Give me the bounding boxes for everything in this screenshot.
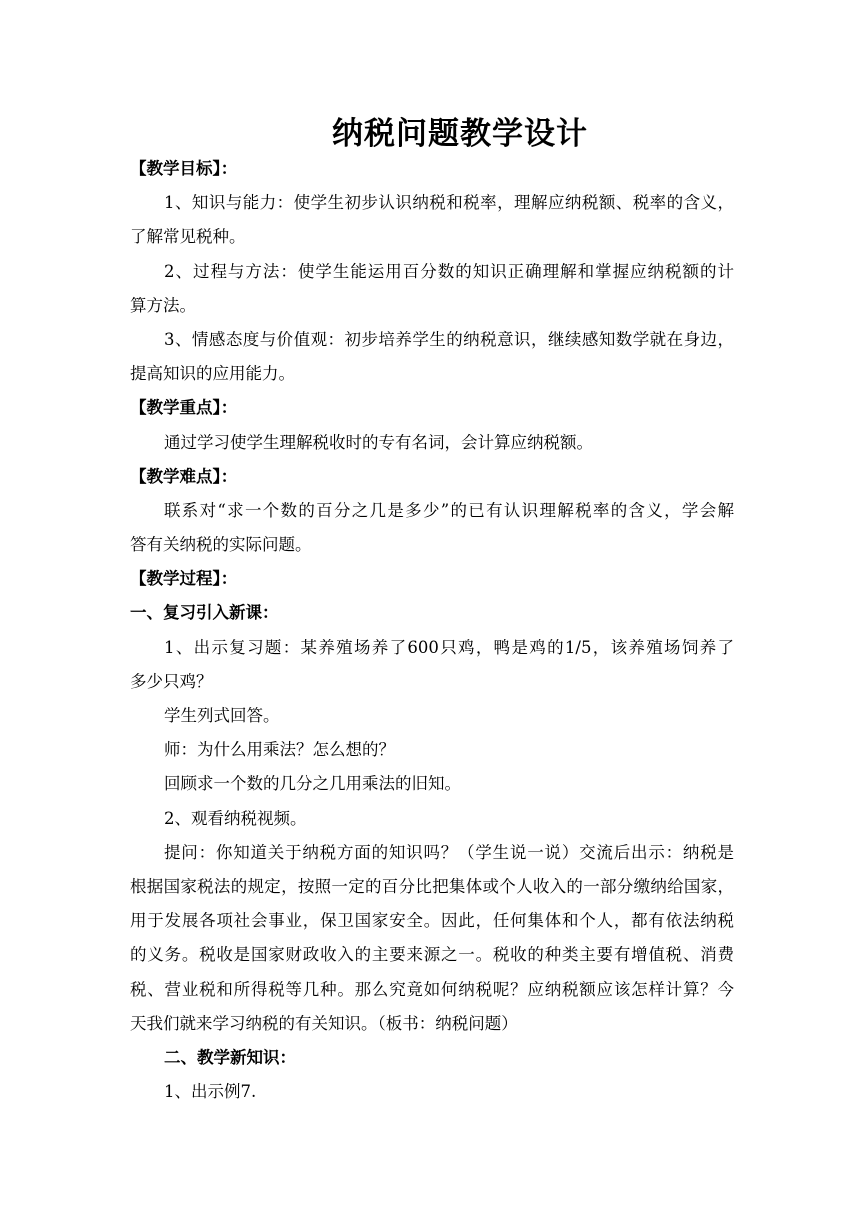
section-heading: 【教学重点】： <box>130 398 238 418</box>
paragraph-line: 提问：你知道关于纳税方面的知识吗？（学生说一说）交流后出示：纳税是 <box>164 842 734 862</box>
paragraph-line: 2、观看纳税视频。 <box>164 808 307 828</box>
paragraph-line: 用于发展各项社会事业，保卫国家安全。因此，任何集体和个人，都有依法纳税 <box>130 911 734 931</box>
section-heading: 【教学过程】： <box>130 569 238 589</box>
paragraph-line: 多少只鸡？ <box>130 671 213 691</box>
section-heading: 一、复习引入新课： <box>130 603 279 623</box>
paragraph-line: 的义务。税收是国家财政收入的主要来源之一。税收的种类主要有增值税、消费 <box>130 945 734 965</box>
paragraph-line: 了解常见税种。 <box>130 227 246 247</box>
paragraph-line: 3、情感态度与价值观：初步培养学生的纳税意识，继续感知数学就在身边， <box>164 329 734 349</box>
paragraph-line: 师：为什么用乘法？怎么想的？ <box>164 740 395 760</box>
document-title: 纳税问题教学设计 <box>332 116 588 152</box>
paragraph-line: 天我们就来学习纳税的有关知识。（板书：纳税问题） <box>130 1013 518 1033</box>
paragraph-line: 算方法。 <box>130 295 196 315</box>
paragraph-line: 联系对“求一个数的百分之几是多少”的已有认识理解税率的含义，学会解 <box>164 500 734 520</box>
paragraph-line: 1、出示复习题：某养殖场养了600只鸡，鸭是鸡的1/5，该养殖场饲养了 <box>164 637 734 657</box>
section-heading: 二、教学新知识： <box>164 1047 296 1067</box>
paragraph-line: 1、出示例7. <box>164 1082 257 1102</box>
section-heading: 【教学目标】： <box>130 159 238 178</box>
section-heading: 【教学难点】： <box>130 466 238 486</box>
document-body <box>130 152 734 1109</box>
paragraph-line: 根据国家税法的规定，按照一定的百分比把集体或个人收入的一部分缴纳给国家， <box>130 876 734 896</box>
paragraph-line: 通过学习使学生理解税收时的专有名词，会计算应纳税额。 <box>164 432 593 452</box>
paragraph-line: 2、过程与方法：使学生能运用百分数的知识正确理解和掌握应纳税额的计 <box>164 261 734 281</box>
paragraph-line: 税、营业税和所得税等几种。那么究竟如何纳税呢？应纳税额应该怎样计算？今 <box>130 979 734 999</box>
paragraph-line: 学生列式回答。 <box>164 706 280 725</box>
paragraph-line: 回顾求一个数的几分之几用乘法的旧知。 <box>164 774 461 794</box>
paragraph-line: 答有关纳税的实际问题。 <box>130 535 312 555</box>
paragraph-line: 提高知识的应用能力。 <box>130 364 295 384</box>
paragraph-line: 1、知识与能力：使学生初步认识纳税和税率，理解应纳税额、税率的含义， <box>164 193 734 213</box>
